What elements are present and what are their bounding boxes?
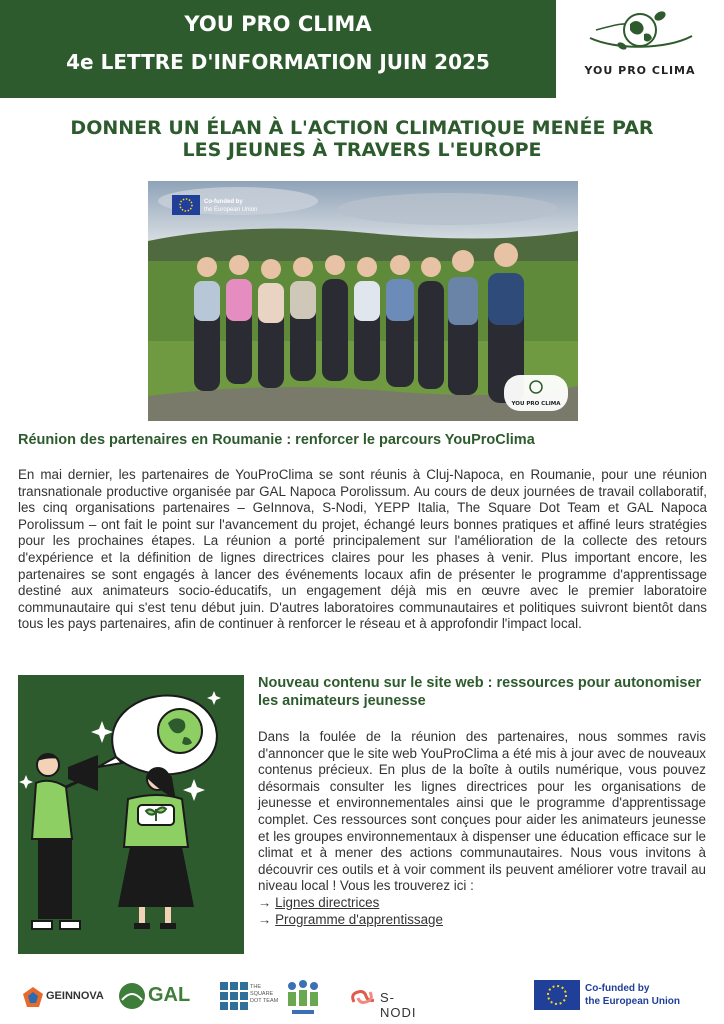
geinnova-text: GEINNOVA — [46, 990, 104, 1002]
yepp-italia-logo — [286, 978, 320, 1018]
section2-body — [258, 729, 706, 928]
learning-program-link[interactable]: Programme d'apprentissage — [275, 911, 443, 927]
arrow-right-icon: → — [258, 911, 272, 927]
section1-body: En mai dernier, les partenaires de YouProClima se sont réunis à Cluj-Napoca, en Roumanie, pour une réunion transnationale productive organisée par GAL Napoca Porolissum. Au cours de deux journées de travail collaboratif, les cinq organisations partenaires – GeInnova, S-Nodi, YEPP Italia, The Square Dot Team et GAL Napoca Porolissum – ont fait le point sur l'avancement du projet, échangé leurs bonnes pratiques et affiné leurs stratégies pour les prochaines étapes. La réunion a porté principalement sur l'amélioration de la collecte des retours d'expérience et la définition de lignes directrices claires pour les phases à venir. Plus important encore, les partenaires se sont engagés à lancer des événements locaux afin de présenter le programme d'apprentissage destiné aux animateurs socio-éducatifs, un engagement déjà mis en œuvre avec le premier laboratoire communautaire qui s'est tenu début juin. D'autres laboratoires communautaires et politiques suivront bientôt dans tous les pays partenaires, afin de continuer à renforcer le réseau et à approfondir l'impact local. — [18, 467, 707, 632]
geinnova-mark-icon — [22, 986, 44, 1008]
link-program-row — [258, 912, 706, 929]
eu-line-1: Co-funded by — [585, 983, 650, 994]
section2-body-text: Dans la foulée de la réunion des partenaires, nous sommes ravis d'annoncer que le site web YouProClima a été mis à jour avec de nouveaux contenus précieux. En plus de la boîte à outils numérique, vous pouvez désormais consulter les lignes directrices pour les organisations de jeunesse et environnementales ainsi que le programme d'apprentissage complet. Ces ressources sont conçues pour aider les animateurs jeunesse et les groupes environnementaux à dispenser une éducation efficace sur le climat et à mener des actions communautaires. Nous vous invitons à découvrir ces outils et à voir comment ils peuvent améliorer votre travail au niveau local ! Vous les trouverez ici : — [258, 729, 706, 894]
square-grid-icon — [220, 982, 248, 1010]
gal-mark-icon — [118, 982, 146, 1010]
section2-heading: Nouveau contenu sur le site web : ressources pour autonomiser les animateurs jeunesse — [258, 675, 702, 709]
square-dot-text: THE SQUARE DOT TEAM — [250, 984, 279, 1004]
partner-logos-footer — [0, 968, 724, 1024]
youproclima-logo — [556, 0, 724, 98]
newsletter-subtitle: 4e LETTRE D'INFORMATION JUIN 2025 — [66, 50, 490, 74]
eu-cofunded-logo — [534, 980, 694, 1014]
square-dot-team-logo — [220, 982, 284, 1014]
arrow-right-icon: → — [258, 894, 272, 910]
newsletter-title: YOU PRO CLIMA — [184, 12, 372, 36]
yepp-people-icon — [286, 978, 320, 1018]
eu-line-2: the European Union — [585, 996, 680, 1007]
main-title-line-2: LES JEUNES À TRAVERS L'EUROPE — [182, 139, 542, 161]
main-title-line-1: DONNER UN ÉLAN À L'ACTION CLIMATIQUE MENÉE PAR — [70, 117, 654, 139]
globe-logo-icon — [556, 0, 724, 64]
gal-logo — [118, 982, 194, 1012]
link-guidelines-row — [258, 895, 706, 912]
partners-group-photo — [148, 181, 578, 421]
logo-text: YOU PRO CLIMA — [584, 64, 696, 77]
geinnova-logo — [22, 986, 102, 1008]
photo-stamp-text: YOU PRO CLIMA — [511, 401, 561, 407]
section1-heading: Réunion des partenaires en Roumanie : renforcer le parcours YouProClima — [18, 432, 535, 448]
s-nodi-text: S-NODI — [380, 990, 417, 1020]
youth-climate-illustration — [18, 675, 244, 954]
main-title — [14, 117, 710, 161]
s-nodi-knot-icon — [350, 986, 374, 1008]
photo-logo-stamp — [504, 375, 568, 411]
s-nodi-logo — [350, 986, 430, 1020]
photo-eu-text-1: Co-funded by — [204, 199, 243, 205]
header-banner — [0, 0, 556, 98]
guidelines-link[interactable]: Lignes directrices — [275, 894, 380, 910]
photo-eu-text-2: the European Union — [204, 207, 258, 213]
eu-flag-icon — [534, 980, 580, 1010]
gal-text: GAL — [148, 984, 191, 1006]
